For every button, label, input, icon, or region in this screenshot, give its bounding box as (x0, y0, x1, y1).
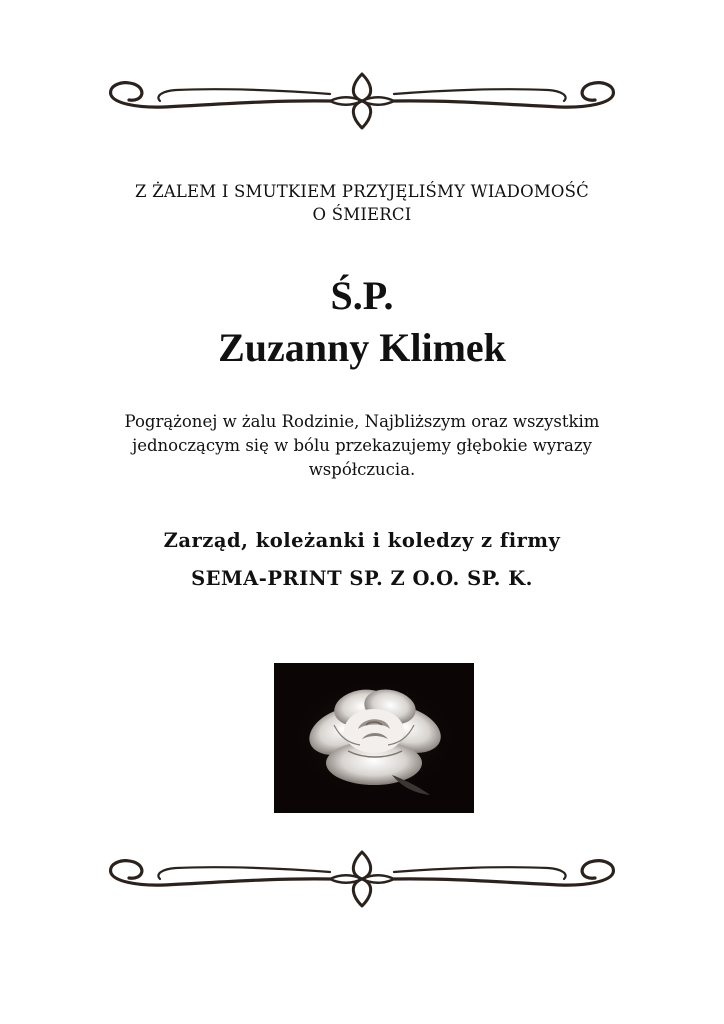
company-name: SEMA-PRINT SP. Z O.O. SP. K. (191, 567, 533, 590)
condolence-line-3: współczucia. (308, 460, 416, 479)
intro-line-2: O ŚMIERCI (312, 205, 412, 224)
top-swirl-ornament (100, 70, 624, 132)
bottom-swirl-ornament (100, 848, 624, 910)
signature-line-1: Zarząd, koleżanki i koledzy z firmy (163, 529, 561, 552)
honorific: Ś.P. (330, 273, 394, 318)
intro-text (0, 180, 724, 226)
deceased-heading (0, 270, 724, 374)
condolence-line-2: jednoczącym się w bólu przekazujemy głębokie wyrazy (132, 436, 592, 455)
intro-line-1: Z ŻALEM I SMUTKIEM PRZYJĘLIŚMY WIADOMOŚĆ (135, 182, 589, 201)
deceased-name: Zuzanny Klimek (218, 325, 506, 370)
white-rose-photo (274, 663, 474, 813)
condolence-line-1: Pogrążonej w żalu Rodzinie, Najbliższym oraz wszystkim (124, 412, 600, 431)
signature-block (0, 522, 724, 598)
condolence-text (0, 410, 724, 482)
